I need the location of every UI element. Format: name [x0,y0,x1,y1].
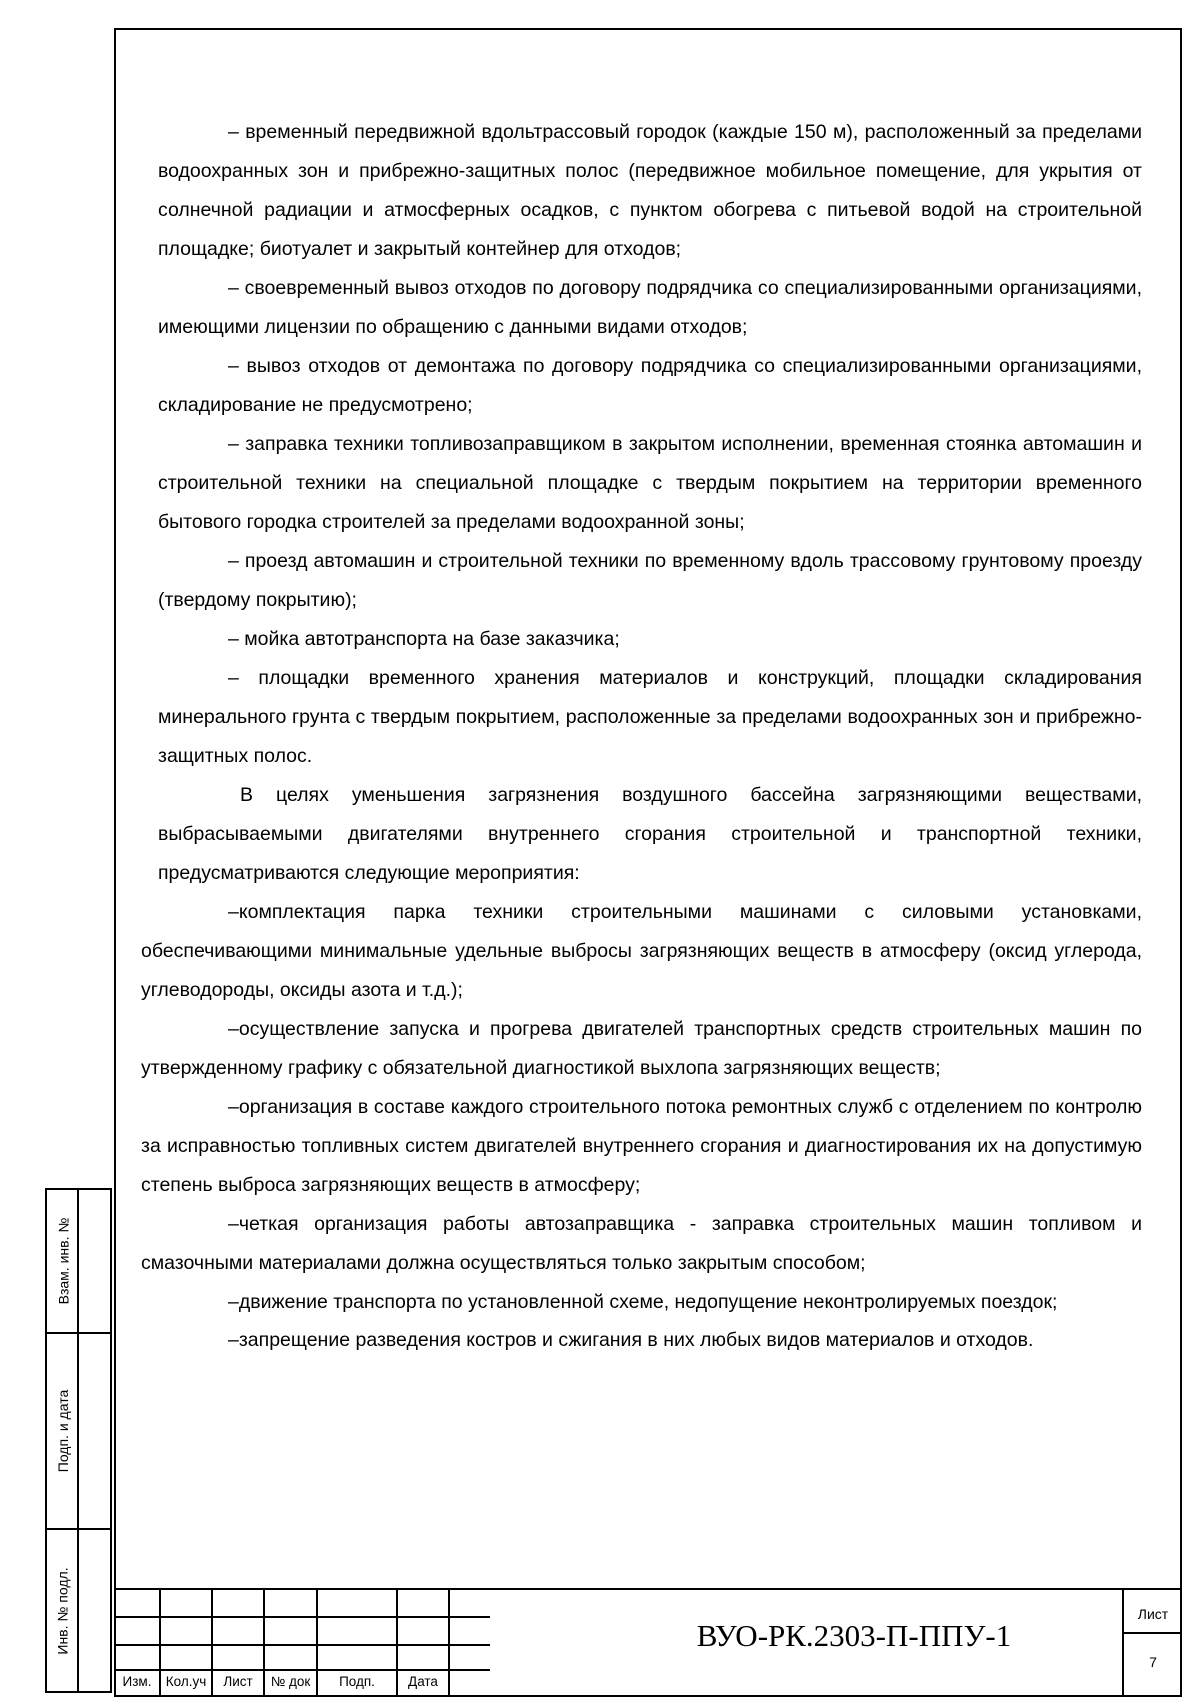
paragraph: – своевременный вывоз отходов по договору подрядчика со специализированными организациями, имеющими лицензии по обращению с данными видами отходов; [158,277,1142,338]
tb-line [114,1644,490,1646]
sheet-number: 7 [1149,1654,1157,1670]
tb-line [1124,1632,1182,1634]
tb-line [114,1588,1182,1590]
strip-text: Подп. и дата [55,1389,71,1473]
paragraph: В целях уменьшения загрязнения воздушного бассейна загрязняющими веществами, выбрасываемыми двигателями внутреннего сгорания строительной и транспортной техники, предусматриваются следующие мероприятия: [158,784,1142,884]
col-nom-dok: № док [270,1674,311,1689]
sheet-label: Лист [1137,1606,1169,1622]
paragraph: –комплектация парка техники строительными машинами с силовыми установками, обеспечивающими минимальные удельные выбросы загрязняющих веществ в атмосферу (оксид углерода, углеводороды, оксиды азота и т.д.); [141,901,1142,1001]
col-list: Лист [223,1674,253,1689]
col-podp: Подп. [339,1674,375,1689]
paragraph: –организация в составе каждого строительного потока ремонтных служб с отделением по контролю за исправностью топливных систем двигателей внутреннего сгорания и диагностирования их на допустимую степень выброса загрязняющих веществ в атмосферу; [141,1096,1142,1196]
tb-line [114,1669,490,1671]
document-code: ВУО-РК.2303-П-ППУ-1 [696,1618,1012,1653]
strip-text: Взам. инв. № [55,1217,72,1305]
col-data: Дата [408,1674,438,1689]
paragraph: – вывоз отходов от демонтажа по договору подрядчика со специализированными организациями, складирование не предусмотрено; [158,355,1142,416]
paragraph: –движение транспорта по установленной схеме, недопущение неконтролируемых поездок; [228,1291,1058,1313]
document-body [141,113,1142,1354]
strip-divider [77,1190,79,1691]
strip-label-zam-inv [49,1190,77,1332]
paragraph: – заправка техники топливозаправщиком в закрытом исполнении, временная стоянка автомашин и строительной техники на специальной площадке с твердым покрытием на территории временного бытового городка строителей за пределами водоохранной зоны; [158,433,1142,533]
paragraph: –четкая организация работы автозаправщика - заправка строительных машин топливом и смазочными материалами должна осуществляться только закрытым способом; [141,1213,1142,1274]
strip-label-podp-data [49,1334,77,1528]
paragraph: –запрещение разведения костров и сжигания в них любых видов материалов и отходов. [228,1329,1034,1351]
paragraph: – мойка автотранспорта на базе заказчика; [228,628,620,650]
paragraph: – проезд автомашин и строительной техники по временному вдоль трассовому грунтовому проезду (твердому покрытию); [158,550,1142,611]
paragraph: –осуществление запуска и прогрева двигателей транспортных средств строительных машин по утвержденному графику с обязательной диагностикой выхлопа загрязняющих веществ; [141,1018,1142,1079]
paragraph: – площадки временного хранения материалов и конструкций, площадки складирования минерального грунта с твердым покрытием, расположенные за пределами водоохранных зон и прибрежно-защитных полос. [158,667,1142,767]
strip-text: Инв. № подл. [55,1566,71,1655]
tb-line [114,1616,490,1618]
tb-line [1122,1588,1124,1697]
side-strip [45,1188,112,1693]
col-izm: Изм. [122,1674,152,1689]
strip-label-inv-podl [49,1530,77,1691]
col-kol-uch: Кол.уч [165,1674,207,1689]
title-block [114,1588,1182,1697]
paragraph: – временный передвижной вдольтрассовый городок (каждые 150 м), расположенный за пределами водоохранных зон и прибрежно-защитных полос (передвижное мобильное помещение, для укрытия от солнечной радиации и атмосферных осадков, с пунктом обогрева с питьевой водой на строительной площадке; биотуалет и закрытый контейнер для отходов; [158,121,1142,260]
